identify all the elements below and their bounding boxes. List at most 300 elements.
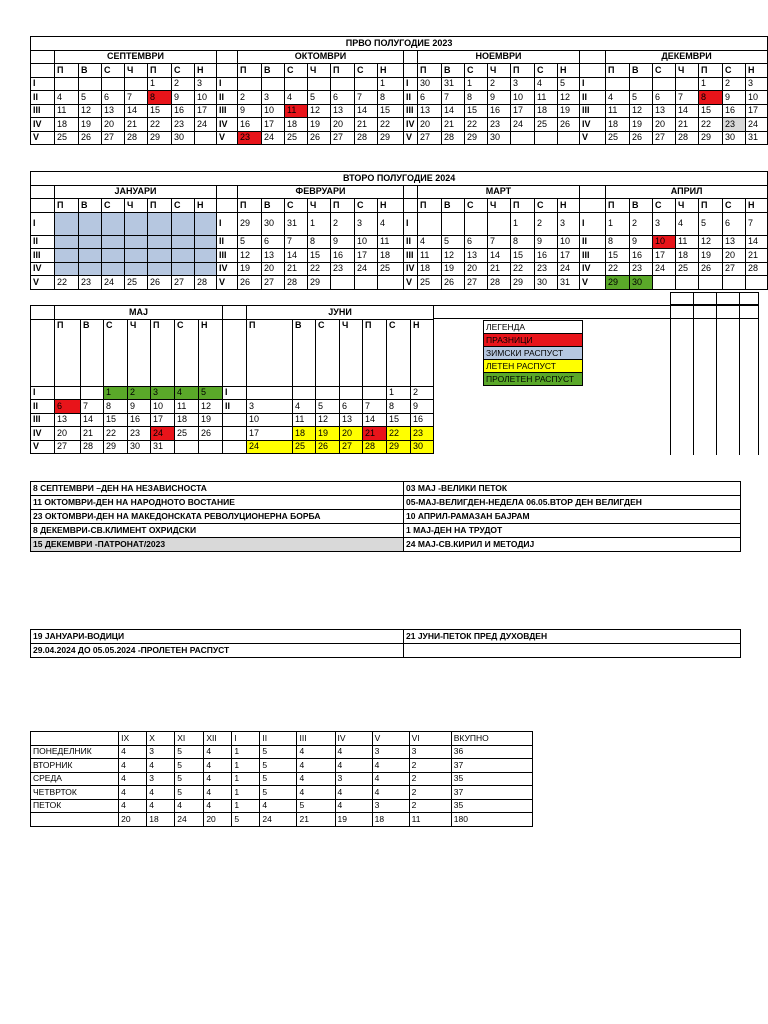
day-cell: 23 xyxy=(172,118,195,132)
day-cell: 13 xyxy=(465,249,488,263)
day-cell: 26 xyxy=(316,440,340,454)
day-cell: 20 xyxy=(55,427,81,441)
day-cell: 7 xyxy=(676,91,699,105)
day-cell: 26 xyxy=(308,131,331,145)
day-cell: 30 xyxy=(723,131,746,145)
day-cell xyxy=(363,386,387,400)
day-cell: 26 xyxy=(699,262,723,276)
day-cell: 21 xyxy=(676,118,699,132)
day-cell: 1 xyxy=(511,212,535,235)
day-header: П xyxy=(331,199,355,213)
day-cell: 24 xyxy=(262,131,285,145)
summary-cell: 5 xyxy=(175,759,204,773)
day-cell xyxy=(148,262,172,276)
day-cell: 28 xyxy=(355,131,378,145)
week-col-spacer xyxy=(580,199,606,213)
day-cell xyxy=(195,131,217,145)
week-col-spacer xyxy=(404,185,418,199)
day-cell xyxy=(355,276,378,290)
day-cell: 12 xyxy=(308,104,331,118)
week-label: IV xyxy=(404,118,418,132)
day-cell: 30 xyxy=(488,131,511,145)
day-cell xyxy=(293,386,316,400)
day-cell xyxy=(195,235,217,249)
week-row xyxy=(31,440,434,454)
summary-cell: 4 xyxy=(204,772,232,786)
day-cell: 17 xyxy=(195,104,217,118)
day-cell: 6 xyxy=(653,91,676,105)
week-label xyxy=(223,413,247,427)
day-cell: 28 xyxy=(442,131,465,145)
day-header: В xyxy=(262,199,285,213)
grid-decoration xyxy=(434,292,759,455)
day-cell: 22 xyxy=(699,118,723,132)
summary-cell: 3 xyxy=(372,799,409,813)
summary-cell: 24 xyxy=(260,813,297,827)
day-header: П xyxy=(238,199,262,213)
day-cell: 28 xyxy=(195,276,217,290)
day-cell: 13 xyxy=(418,104,442,118)
day-cell: 30 xyxy=(262,212,285,235)
day-header: Ч xyxy=(340,319,363,386)
week-label: I xyxy=(404,212,418,235)
week-row xyxy=(31,104,768,118)
day-cell: 3 xyxy=(355,212,378,235)
day-cell: 24 xyxy=(558,262,580,276)
week-label: IV xyxy=(31,262,55,276)
week-row xyxy=(31,235,768,249)
day-cell: 3 xyxy=(195,77,217,91)
day-header: С xyxy=(723,64,746,78)
week-label: III xyxy=(31,413,55,427)
week-label: V xyxy=(217,131,238,145)
day-cell: 27 xyxy=(723,262,746,276)
holiday-row xyxy=(31,538,741,552)
day-cell: 19 xyxy=(558,104,580,118)
day-cell: 30 xyxy=(128,440,151,454)
day-header-row xyxy=(31,319,434,386)
day-cell: 5 xyxy=(630,91,653,105)
summary-header: IX xyxy=(119,732,147,746)
summary-cell: 24 xyxy=(175,813,204,827)
day-cell: 19 xyxy=(79,118,102,132)
day-header: С xyxy=(285,64,308,78)
holiday-text: 05-МАЈ-ВЕЛИГДЕН-НЕДЕЛА 06.05.ВТОР ДЕН ВЕЛИГДЕН xyxy=(404,496,741,510)
holidays-table xyxy=(30,481,741,552)
week-label: IV xyxy=(404,262,418,276)
summary-cell: 18 xyxy=(372,813,409,827)
week-row xyxy=(31,413,434,427)
day-cell: 3 xyxy=(558,212,580,235)
day-cell: 24 xyxy=(195,118,217,132)
title-row xyxy=(31,172,768,186)
summary-cell: 4 xyxy=(204,786,232,800)
summary-cell: 5 xyxy=(260,759,297,773)
day-cell: 28 xyxy=(363,440,387,454)
holiday-row xyxy=(31,482,741,496)
summary-cell: 4 xyxy=(335,759,372,773)
day-cell: 17 xyxy=(653,249,676,263)
day-header: П xyxy=(55,319,81,386)
day-cell xyxy=(102,212,125,235)
day-header: П xyxy=(55,199,79,213)
day-cell: 17 xyxy=(746,104,768,118)
holiday-text: 21 ЈУНИ-ПЕТОК ПРЕД ДУХОВДЕН xyxy=(404,630,741,644)
summary-cell: 5 xyxy=(232,813,260,827)
day-header: Н xyxy=(378,64,404,78)
day-cell xyxy=(79,262,102,276)
weekday-label: СРЕДА xyxy=(31,772,119,786)
day-cell xyxy=(699,276,723,290)
day-header: П xyxy=(699,199,723,213)
day-cell: 23 xyxy=(128,427,151,441)
day-cell xyxy=(125,262,148,276)
day-cell xyxy=(172,235,195,249)
day-header: П xyxy=(55,64,79,78)
day-cell: 26 xyxy=(148,276,172,290)
week-col-spacer xyxy=(580,64,606,78)
day-cell xyxy=(308,77,331,91)
day-cell: 19 xyxy=(699,249,723,263)
day-cell: 27 xyxy=(418,131,442,145)
day-cell: 2 xyxy=(411,386,434,400)
summary-cell: 35 xyxy=(451,799,532,813)
week-row xyxy=(31,276,768,290)
week-label: II xyxy=(580,91,606,105)
day-header: Ч xyxy=(308,199,331,213)
weekday-label xyxy=(31,813,119,827)
summary-cell: 5 xyxy=(260,786,297,800)
summary-header: V xyxy=(372,732,409,746)
day-cell: 2 xyxy=(238,91,262,105)
day-cell xyxy=(746,276,768,290)
day-cell xyxy=(79,235,102,249)
day-cell: 19 xyxy=(630,118,653,132)
day-cell: 5 xyxy=(699,212,723,235)
holiday-text: 10 АПРИЛ-РАМАЗАН БАЈРАМ xyxy=(404,510,741,524)
day-header: С xyxy=(104,319,128,386)
day-cell: 29 xyxy=(238,212,262,235)
day-cell: 19 xyxy=(316,427,340,441)
holiday-text: 15 ДЕКЕМВРИ -ПАТРОНАТ/2023 xyxy=(31,538,404,552)
day-header: С xyxy=(653,64,676,78)
week-label: IV xyxy=(31,118,55,132)
day-cell: 20 xyxy=(465,262,488,276)
day-cell: 16 xyxy=(723,104,746,118)
day-cell xyxy=(55,77,79,91)
day-header-row xyxy=(31,199,768,213)
day-cell: 18 xyxy=(535,104,558,118)
week-row xyxy=(31,427,434,441)
week-label: II xyxy=(580,235,606,249)
summary-cell: 4 xyxy=(119,799,147,813)
day-cell: 9 xyxy=(128,400,151,414)
holiday-text: 1 МАЈ-ДЕН НА ТРУДОТ xyxy=(404,524,741,538)
summary-header: X xyxy=(147,732,175,746)
day-header: В xyxy=(630,64,653,78)
day-cell: 27 xyxy=(262,276,285,290)
day-cell: 18 xyxy=(293,427,316,441)
day-cell: 25 xyxy=(125,276,148,290)
day-cell: 7 xyxy=(285,235,308,249)
day-header: П xyxy=(418,199,442,213)
day-cell: 15 xyxy=(465,104,488,118)
day-header: Н xyxy=(746,64,768,78)
summary-cell: 1 xyxy=(232,799,260,813)
summary-cell: 4 xyxy=(260,799,297,813)
day-cell: 11 xyxy=(418,249,442,263)
day-cell: 12 xyxy=(558,91,580,105)
day-header: Ч xyxy=(308,64,331,78)
day-cell xyxy=(378,276,404,290)
week-row xyxy=(31,212,768,235)
day-cell: 20 xyxy=(331,118,355,132)
summary-cell: 4 xyxy=(147,786,175,800)
day-cell xyxy=(55,212,79,235)
day-cell xyxy=(55,235,79,249)
day-header: В xyxy=(262,64,285,78)
day-cell: 16 xyxy=(488,104,511,118)
day-cell: 6 xyxy=(340,400,363,414)
week-label: V xyxy=(217,276,238,290)
day-cell: 14 xyxy=(488,249,511,263)
day-cell xyxy=(125,212,148,235)
month-name: СЕПТЕМВРИ xyxy=(55,50,217,64)
month-name: ФЕВРУАРИ xyxy=(238,185,404,199)
day-cell xyxy=(195,249,217,263)
summary-cell: 2 xyxy=(409,759,451,773)
day-cell: 21 xyxy=(363,427,387,441)
holiday-text: 23 ОКТОМВРИ-ДЕН НА МАКЕДОНСКАТА РЕВОЛУЦИОНЕРНА БОРБА xyxy=(31,510,404,524)
day-cell: 25 xyxy=(418,276,442,290)
day-cell: 5 xyxy=(316,400,340,414)
day-cell xyxy=(511,131,535,145)
day-cell xyxy=(79,249,102,263)
summary-cell: 3 xyxy=(335,772,372,786)
day-header: П xyxy=(699,64,723,78)
day-cell: 8 xyxy=(511,235,535,249)
day-header: В xyxy=(293,319,316,386)
summary-cell: 4 xyxy=(372,772,409,786)
day-cell: 24 xyxy=(151,427,175,441)
day-cell: 21 xyxy=(442,118,465,132)
day-cell: 27 xyxy=(331,131,355,145)
day-cell: 12 xyxy=(316,413,340,427)
day-cell: 21 xyxy=(355,118,378,132)
day-cell: 1 xyxy=(148,77,172,91)
day-cell: 31 xyxy=(442,77,465,91)
summary-cell: 36 xyxy=(451,745,532,759)
day-cell: 7 xyxy=(442,91,465,105)
week-label: I xyxy=(31,386,55,400)
summary-row xyxy=(31,759,533,773)
summary-cell: 1 xyxy=(232,745,260,759)
term-title: ВТОРО ПОЛУГОДИЕ 2024 xyxy=(31,172,768,186)
day-cell: 12 xyxy=(442,249,465,263)
day-header: П xyxy=(606,199,630,213)
summary-header: III xyxy=(297,732,335,746)
month-name: ДЕКЕМВРИ xyxy=(606,50,768,64)
day-cell: 14 xyxy=(81,413,104,427)
summary-cell: 4 xyxy=(147,759,175,773)
day-cell xyxy=(102,262,125,276)
day-cell: 18 xyxy=(418,262,442,276)
day-cell: 23 xyxy=(630,262,653,276)
day-cell: 29 xyxy=(148,131,172,145)
day-header: С xyxy=(102,64,125,78)
title-row xyxy=(31,37,768,51)
summary-header-row xyxy=(31,732,533,746)
summary-cell: 4 xyxy=(297,786,335,800)
day-cell xyxy=(55,386,81,400)
day-cell xyxy=(125,249,148,263)
day-cell: 14 xyxy=(355,104,378,118)
summary-cell: 4 xyxy=(335,799,372,813)
day-cell: 13 xyxy=(55,413,81,427)
day-cell: 29 xyxy=(378,131,404,145)
week-label: II xyxy=(217,235,238,249)
day-cell xyxy=(723,276,746,290)
day-cell: 4 xyxy=(418,235,442,249)
day-cell: 12 xyxy=(199,400,223,414)
week-col-spacer xyxy=(223,306,247,320)
day-cell: 16 xyxy=(128,413,151,427)
day-cell: 13 xyxy=(262,249,285,263)
day-cell: 15 xyxy=(308,249,331,263)
summary-cell: 4 xyxy=(372,759,409,773)
may-june-calendar xyxy=(30,305,434,454)
day-cell: 20 xyxy=(340,427,363,441)
day-cell: 11 xyxy=(676,235,699,249)
month-name: МАРТ xyxy=(418,185,580,199)
day-cell: 30 xyxy=(535,276,558,290)
week-label xyxy=(223,427,247,441)
day-cell: 28 xyxy=(125,131,148,145)
day-cell: 1 xyxy=(606,212,630,235)
week-label: I xyxy=(580,212,606,235)
day-cell: 2 xyxy=(128,386,151,400)
day-header: П xyxy=(331,64,355,78)
day-cell: 9 xyxy=(630,235,653,249)
day-cell: 6 xyxy=(723,212,746,235)
day-cell: 10 xyxy=(247,413,293,427)
day-cell: 3 xyxy=(262,91,285,105)
day-header: В xyxy=(442,199,465,213)
summary-cell: 35 xyxy=(451,772,532,786)
holiday-text xyxy=(404,644,741,658)
day-cell: 23 xyxy=(723,118,746,132)
day-cell: 23 xyxy=(331,262,355,276)
day-cell: 5 xyxy=(558,77,580,91)
day-cell: 30 xyxy=(418,77,442,91)
week-col-spacer xyxy=(223,319,247,386)
day-cell: 20 xyxy=(102,118,125,132)
day-cell: 22 xyxy=(308,262,331,276)
week-label: V xyxy=(404,276,418,290)
week-label: III xyxy=(217,249,238,263)
holiday-text: 29.04.2024 ДО 05.05.2024 -ПРОЛЕТЕН РАСПУСТ xyxy=(31,644,404,658)
day-cell xyxy=(102,235,125,249)
day-cell: 4 xyxy=(285,91,308,105)
holiday-row xyxy=(31,524,741,538)
day-cell: 27 xyxy=(465,276,488,290)
day-cell: 7 xyxy=(746,212,768,235)
day-cell xyxy=(79,77,102,91)
day-cell: 27 xyxy=(340,440,363,454)
day-cell: 31 xyxy=(558,276,580,290)
month-name: ЈУНИ xyxy=(247,306,434,320)
summary-row xyxy=(31,813,533,827)
week-label: III xyxy=(31,104,55,118)
legend-spring-break: ПРОЛЕТЕН РАСПУСТ xyxy=(484,373,583,386)
week-col-spacer xyxy=(580,185,606,199)
day-cell xyxy=(331,77,355,91)
summary-cell: 5 xyxy=(297,799,335,813)
week-col-spacer xyxy=(217,64,238,78)
month-name: ЈАНУАРИ xyxy=(55,185,217,199)
summary-row xyxy=(31,772,533,786)
day-cell: 21 xyxy=(81,427,104,441)
holiday-text: 19 ЈАНУАРИ-ВОДИЦИ xyxy=(31,630,404,644)
day-cell: 26 xyxy=(630,131,653,145)
day-cell: 22 xyxy=(148,118,172,132)
week-label: II xyxy=(404,235,418,249)
summary-cell: 5 xyxy=(260,745,297,759)
day-cell: 13 xyxy=(340,413,363,427)
week-label: I xyxy=(31,212,55,235)
day-cell xyxy=(630,77,653,91)
day-cell: 22 xyxy=(378,118,404,132)
day-cell: 26 xyxy=(442,276,465,290)
summary-header: II xyxy=(260,732,297,746)
day-cell: 27 xyxy=(172,276,195,290)
day-cell: 25 xyxy=(378,262,404,276)
week-label: IV xyxy=(217,262,238,276)
day-cell: 26 xyxy=(558,118,580,132)
day-cell: 20 xyxy=(653,118,676,132)
day-cell: 1 xyxy=(378,77,404,91)
day-cell: 10 xyxy=(511,91,535,105)
week-label: II xyxy=(223,400,247,414)
day-cell: 6 xyxy=(418,91,442,105)
week-label: III xyxy=(217,104,238,118)
day-cell: 9 xyxy=(172,91,195,105)
day-header: С xyxy=(175,319,199,386)
day-cell: 18 xyxy=(285,118,308,132)
day-header: С xyxy=(535,199,558,213)
week-label: II xyxy=(31,91,55,105)
legend-summer-break: ЛЕТЕН РАСПУСТ xyxy=(484,360,583,373)
summary-cell: 4 xyxy=(119,745,147,759)
day-cell: 18 xyxy=(175,413,199,427)
day-header: В xyxy=(79,64,102,78)
day-cell: 9 xyxy=(535,235,558,249)
day-cell xyxy=(676,77,699,91)
day-cell: 1 xyxy=(699,77,723,91)
day-cell: 16 xyxy=(331,249,355,263)
summary-cell: 5 xyxy=(175,745,204,759)
day-cell: 10 xyxy=(151,400,175,414)
day-cell xyxy=(465,212,488,235)
week-col-spacer xyxy=(404,199,418,213)
day-cell: 4 xyxy=(606,91,630,105)
day-cell: 21 xyxy=(746,249,768,263)
day-cell: 12 xyxy=(79,104,102,118)
day-cell: 27 xyxy=(653,131,676,145)
day-cell: 26 xyxy=(238,276,262,290)
day-cell: 18 xyxy=(676,249,699,263)
day-cell xyxy=(262,77,285,91)
